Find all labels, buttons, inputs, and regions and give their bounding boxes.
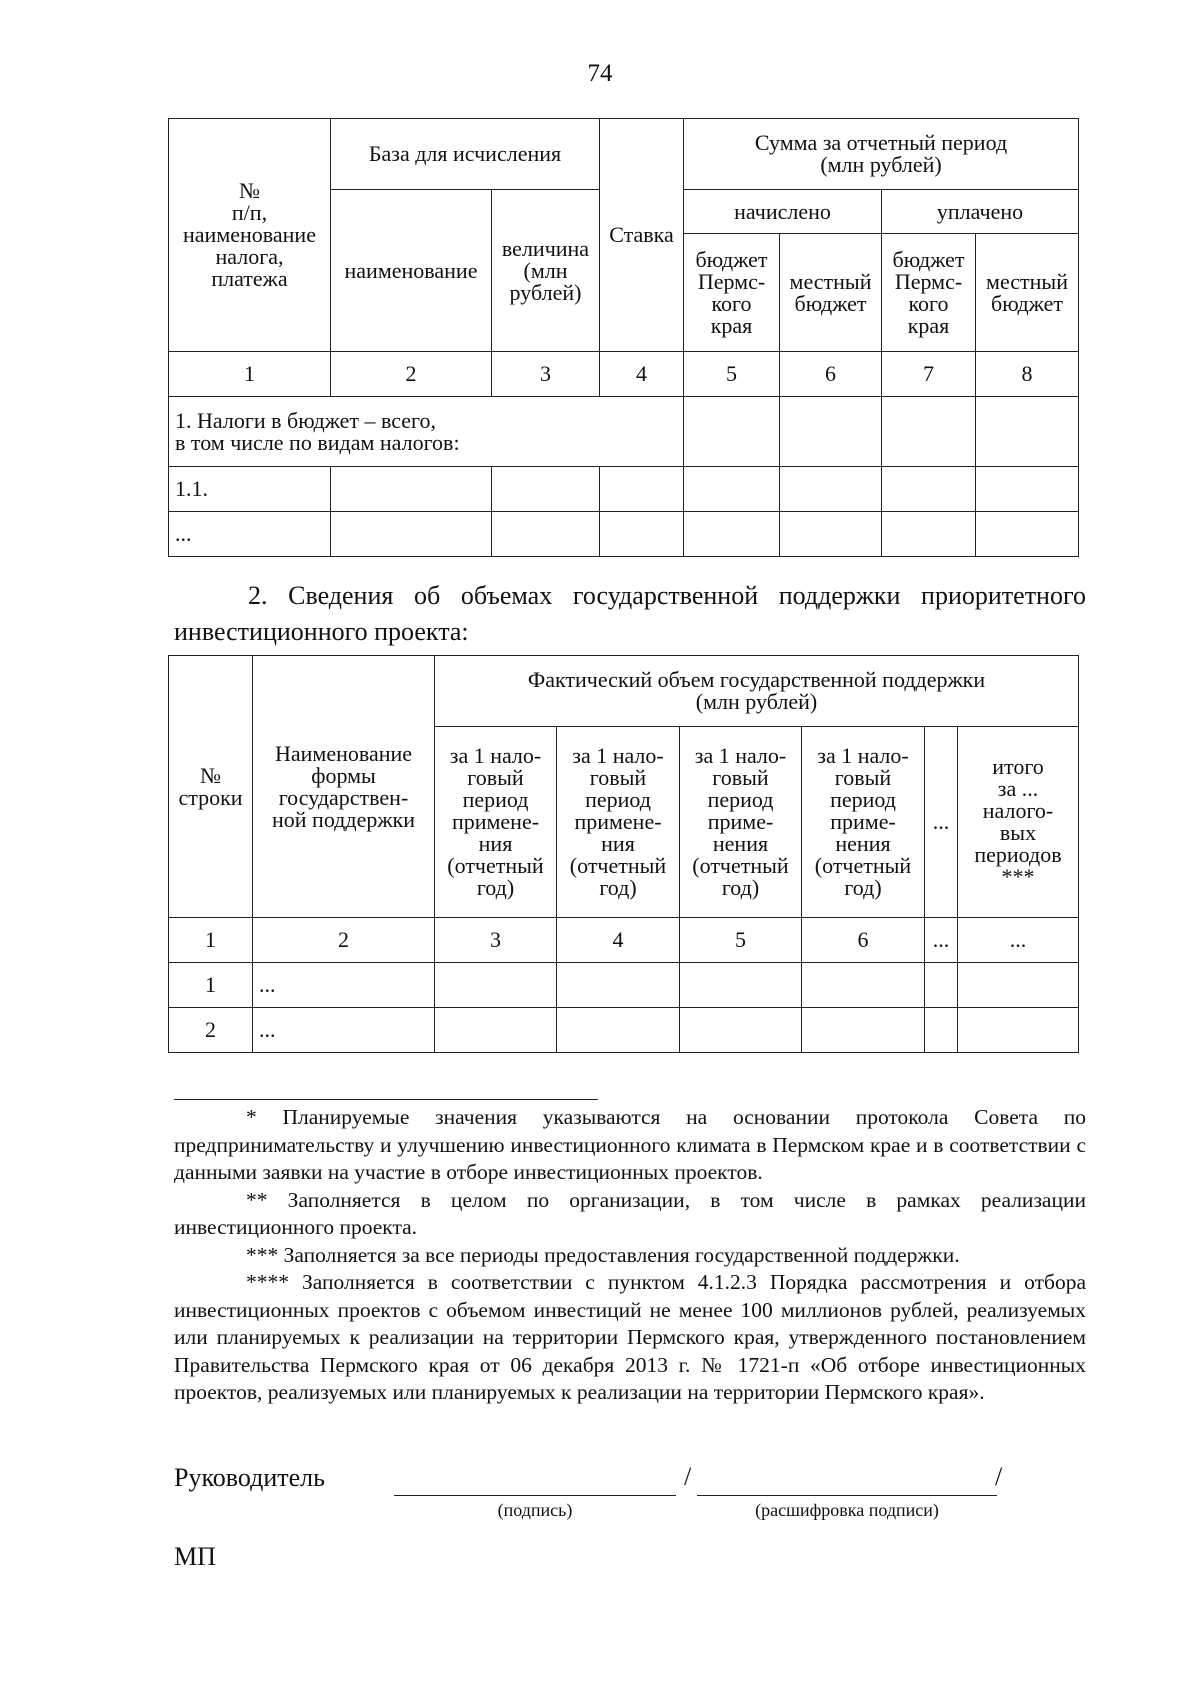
col-number: ... [958, 918, 1079, 963]
cell [600, 467, 684, 512]
header-row-number: № строки [169, 656, 253, 918]
header-rate: Ставка [600, 119, 684, 352]
state-support-table [168, 655, 1079, 1053]
header-actual-volume: Фактический объем государственной поддержки (млн рублей) [435, 656, 1079, 727]
table-row [169, 467, 1079, 512]
footnote-divider [174, 1099, 598, 1100]
stamp-place: МП [174, 1542, 216, 1571]
cell [680, 1008, 802, 1053]
row-label: 1.1. [169, 467, 331, 512]
cell [882, 467, 976, 512]
header-paid-krai-budget: бюджет Пермс- кого края [882, 234, 976, 352]
table-row [169, 397, 1079, 467]
cell [976, 397, 1079, 467]
col-number: 6 [802, 918, 925, 963]
col-number: 5 [684, 352, 780, 397]
footnote-4: **** Заполняется в соответствии с пунктом 4.1.2.3 Порядка рассмотрения и отбора инвестиционных проектов с объемом инвестиций не менее 100 миллионов рублей, реализуемых или планируемых к реализации на территории Пермского края, утвержденного постановлением Правительства Пермского края от 06 декабря 2013 г. № 1721-п «Об отборе инвестиционных проектов, реализуемых или планируемых к реализации на территории Пермского края». [174, 1270, 1086, 1404]
signature-slash: / [684, 1462, 692, 1491]
cell [557, 963, 680, 1008]
cell [958, 1008, 1079, 1053]
cell [780, 467, 882, 512]
header-period-6: за 1 нало- говый период приме- нения (отчетный год) [802, 727, 925, 918]
cell [780, 512, 882, 557]
col-number: 5 [680, 918, 802, 963]
signature-decode-line [697, 1495, 997, 1496]
col-number: 1 [169, 918, 253, 963]
header-base-value: величина (млн рублей) [492, 190, 600, 352]
header-accrued: начислено [684, 190, 882, 234]
header-base-name: наименование [331, 190, 492, 352]
table-row [169, 512, 1079, 557]
cell [802, 963, 925, 1008]
cell [958, 963, 1079, 1008]
cell [780, 397, 882, 467]
cell [684, 467, 780, 512]
cell [600, 512, 684, 557]
cell [331, 467, 492, 512]
cell [802, 1008, 925, 1053]
signature-caption: (подпись) [497, 1500, 573, 1520]
taxes-table [168, 118, 1079, 557]
cell [882, 397, 976, 467]
cell [492, 512, 600, 557]
row-support-form: ... [253, 963, 435, 1008]
footnote-1: * Планируемые значения указываются на основании протокола Совета по предпринимательству и улучшению инвестиционного климата в Пермском крае и в соответствии с данными заявки на участие в отборе инвестиционных проектов. [174, 1105, 1086, 1184]
row-number: 1 [169, 963, 253, 1008]
col-number: 8 [976, 352, 1079, 397]
header-total-periods: итого за ... налого- вых периодов *** [958, 727, 1079, 918]
col-number: ... [925, 918, 958, 963]
col-number: 4 [557, 918, 680, 963]
table-row [169, 963, 1079, 1008]
column-number-row [169, 918, 1079, 963]
cell [680, 963, 802, 1008]
signature-decode-caption: (расшифровка подписи) [755, 1500, 939, 1520]
row-taxes-total: 1. Налоги в бюджет – всего, в том числе по видам налогов: [169, 397, 684, 467]
col-number: 2 [331, 352, 492, 397]
row-number: 2 [169, 1008, 253, 1053]
col-number: 2 [253, 918, 435, 963]
cell [684, 512, 780, 557]
header-accrued-krai-budget: бюджет Пермс- кого края [684, 234, 780, 352]
signature-slash: / [995, 1462, 1003, 1491]
header-accrued-local-budget: местный бюджет [780, 234, 882, 352]
cell [925, 963, 958, 1008]
cell [882, 512, 976, 557]
footnote-2: ** Заполняется в целом по организации, в том числе в рамках реализации инвестиционного проекта. [174, 1187, 1086, 1239]
col-number: 6 [780, 352, 882, 397]
signature-line [394, 1495, 676, 1496]
footnote-3: *** Заполняется за все периоды предоставления государственной поддержки. [246, 1242, 960, 1267]
col-number: 3 [492, 352, 600, 397]
cell [976, 512, 1079, 557]
header-period-5: за 1 нало- говый период приме- нения (отчетный год) [680, 727, 802, 918]
header-paid: уплачено [882, 190, 1079, 234]
cell [435, 1008, 557, 1053]
section-2-title: 2. Сведения об объемах государственной поддержки приоритетного инвестиционного проекта: [174, 581, 1086, 646]
header-period-3: за 1 нало- говый период примене- ния (отчетный год) [435, 727, 557, 918]
cell [925, 1008, 958, 1053]
signature-label: Руководитель [174, 1463, 325, 1492]
header-tax-name: № п/п, наименование налога, платежа [169, 119, 331, 352]
header-support-form: Наименование формы государствен- ной поддержки [253, 656, 435, 918]
footnotes [174, 1104, 1086, 1407]
cell [557, 1008, 680, 1053]
table-row [169, 1008, 1079, 1053]
header-sum-period: Сумма за отчетный период (млн рублей) [684, 119, 1079, 190]
header-paid-local-budget: местный бюджет [976, 234, 1079, 352]
header-base: База для исчисления [331, 119, 600, 190]
col-number: 7 [882, 352, 976, 397]
header-ellipsis: ... [925, 727, 958, 918]
cell [331, 512, 492, 557]
header-period-4: за 1 нало- говый период примене- ния (отчетный год) [557, 727, 680, 918]
cell [492, 467, 600, 512]
col-number: 4 [600, 352, 684, 397]
cell [684, 397, 780, 467]
row-support-form: ... [253, 1008, 435, 1053]
col-number: 3 [435, 918, 557, 963]
column-number-row [169, 352, 1079, 397]
cell [435, 963, 557, 1008]
col-number: 1 [169, 352, 331, 397]
row-label: ... [169, 512, 331, 557]
page-number: 74 [587, 60, 613, 87]
cell [976, 467, 1079, 512]
